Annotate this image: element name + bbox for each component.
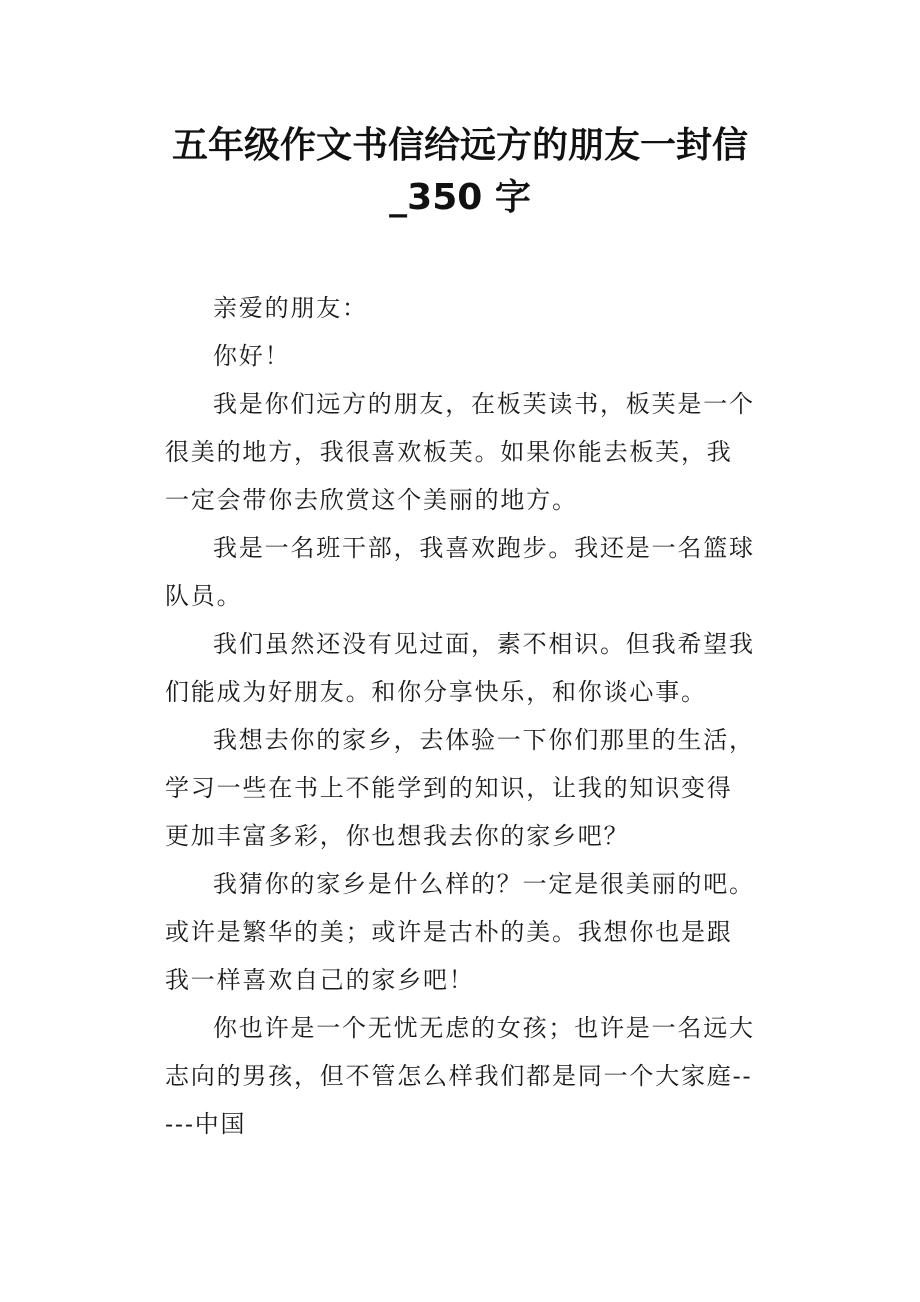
paragraph: 我想去你的家乡，去体验一下你们那里的生活，学习一些在书上不能学到的知识，让我的知识变得更加丰富多彩，你也想我去你的家乡吧？ [165, 726, 755, 850]
title-line-1: 五年级作文书信给远方的朋友一封信 [171, 125, 748, 166]
salutation: 亲爱的朋友： [213, 294, 368, 322]
paragraph: 我是一名班干部，我喜欢跑步。我还是一名篮球队员。 [165, 534, 755, 610]
greeting: 你好！ [213, 342, 291, 370]
document-title [120, 120, 800, 224]
title-line-2: _350 字 [389, 177, 531, 218]
paragraph: 我猜你的家乡是什么样的？一定是很美丽的吧。或许是繁华的美；或许是古朴的美。我想你也是跟我一样喜欢自己的家乡吧！ [165, 870, 755, 994]
paragraph: 我们虽然还没有见过面，素不相识。但我希望我们能成为好朋友。和你分享快乐，和你谈心事。 [165, 630, 755, 706]
letter-body [165, 284, 757, 1148]
paragraph: 你也许是一个无忧无虑的女孩；也许是一名远大志向的男孩，但不管怎么样我们都是同一个大家庭-----中国 [165, 1014, 755, 1138]
paragraph: 我是你们远方的朋友，在板芙读书，板芙是一个很美的地方，我很喜欢板芙。如果你能去板芙，我一定会带你去欣赏这个美丽的地方。 [165, 390, 755, 514]
